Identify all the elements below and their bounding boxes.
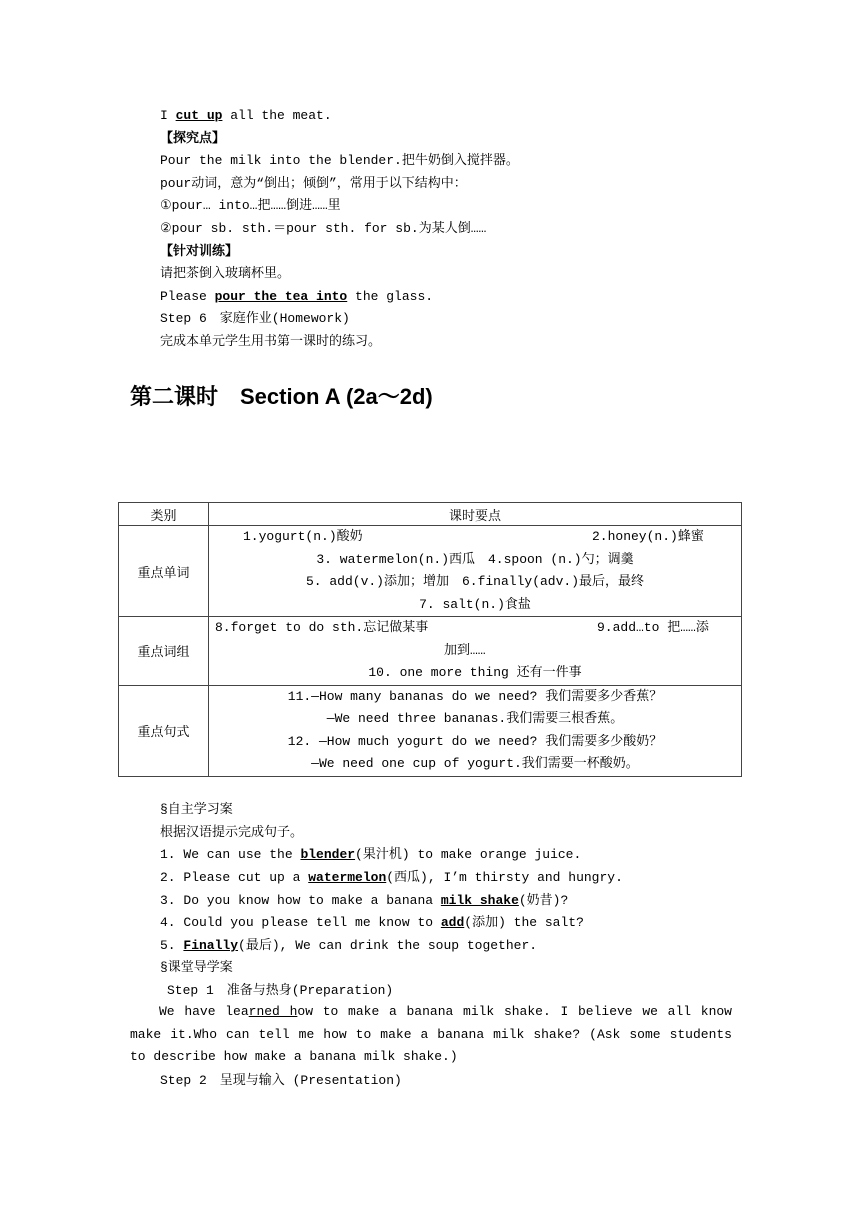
content-line [209,617,741,640]
exercise-text: (果汁机) to make orange juice. [355,847,582,862]
table-row [119,617,742,686]
content-line: 3. watermelon(n.)西瓜 4.spoon (n.)勺；调羹 [316,551,634,567]
self-study-instruction: 根据汉语提示完成句子。 [160,825,304,840]
exercise-text: 5. [160,938,184,953]
explore-sentence: Pour the milk into the blender.把牛奶倒入搅拌器。 [160,153,519,168]
content-line: 11.—How many bananas do we need? 我们需要多少香蕉？ [287,688,663,704]
class-guide-title: §课堂导学案 [160,960,233,975]
exercise-text: 1. We can use the [160,847,301,862]
exercise-answer: blender [300,847,356,862]
step2-heading: Step 2 呈现与输入 (Presentation) [160,1073,402,1088]
step6-detail: 完成本单元学生用书第一课时的练习。 [160,334,382,349]
key-points-table [118,502,742,777]
content-line: 5. add(v.)添加；增加 6.finally(adv.)最后，最终 [305,574,645,589]
exercise-answer: add [440,915,465,930]
content-line: —We need one cup of yogurt.我们需要一杯酸奶。 [311,756,639,771]
practice-prefix: Please [160,289,215,304]
practice-answer: pour the tea into [214,289,348,304]
exercise-item [160,892,568,910]
example-prefix: I [160,108,176,123]
content-item: 9.add…to 把……添 [597,620,709,635]
exercise-answer: Finally [183,938,239,953]
content-line [209,526,741,549]
pour-usage-2: ②pour sb. sth.＝pour sth. for sb.为某人倒…… [160,221,487,236]
example-sentence [160,107,332,125]
content-line: 10. one more thing 还有一件事 [368,665,582,680]
exercise-text: 4. Could you please tell me know to [160,915,441,930]
paragraph-text: ow to make a banana milk shake. I believe we all know make it.Who can tell me how to make a banana milk shake? (Ask some students to describe how make a banana milk shake.) [130,1004,732,1065]
content-line: —We need three bananas.我们需要三根香蕉。 [326,711,624,726]
content-item: 2.honey(n.)蜂蜜 [592,529,704,544]
exercise-item [160,869,623,887]
table-row [119,526,742,617]
paragraph-underlined: rned h [248,1004,298,1019]
step1-heading: Step 1 准备与热身(Preparation) [167,983,394,998]
exercise-text: (奶昔)? [518,893,569,908]
explore-label: 【探究点】 [160,131,226,146]
content-line: 加到…… [444,642,486,658]
exercise-text: (西瓜), I’m thirsty and hungry. [386,870,623,885]
exercise-text: 3. Do you know how to make a banana [160,893,441,908]
header-category: 类别 [119,503,209,526]
content-item: 1.yogurt(n.)酸奶 [243,529,363,544]
section-heading: 第二课时 Section A (2a～2d) [130,384,433,409]
self-study-title: §自主学习案 [160,802,233,817]
example-answer: cut up [175,108,223,123]
content-item: 8.forget to do sth.忘记做某事 [215,620,429,635]
exercise-item [160,937,537,955]
exercise-item [160,914,584,932]
example-suffix: all the meat. [222,108,332,123]
row-category: 重点词组 [119,617,209,686]
row-content [209,526,742,617]
exercise-item [160,846,581,864]
row-content [209,617,742,686]
header-points: 课时要点 [209,503,742,526]
pour-usage-1: ①pour… into…把……倒进……里 [160,198,341,213]
row-content [209,685,742,776]
exercise-answer: milk shake [440,893,519,908]
paragraph-text: We have lea [159,1004,249,1019]
practice-label: 【针对训练】 [160,244,239,259]
exercise-answer: watermelon [308,870,387,885]
exercise-text: (最后), We can drink the soup together. [238,938,538,953]
content-line: 7. salt(n.)食盐 [419,596,531,612]
practice-suffix: the glass. [347,289,434,304]
table-row [119,685,742,776]
content-line: 12. —How much yogurt do we need? 我们需要多少酸奶？ [287,733,663,749]
exercise-text: (添加) the salt? [464,915,584,930]
row-category: 重点单词 [119,526,209,617]
table-header-row [119,503,742,526]
practice-sentence [160,288,433,306]
row-category: 重点句式 [119,685,209,776]
exercise-text: 2. Please cut up a [160,870,309,885]
practice-cn: 请把茶倒入玻璃杯里。 [160,266,291,281]
pour-explanation: pour动词，意为“倒出；倾倒”，常用于以下结构中： [160,176,467,191]
step6-heading: Step 6 家庭作业(Homework) [160,311,350,326]
step1-paragraph [130,1001,732,1069]
